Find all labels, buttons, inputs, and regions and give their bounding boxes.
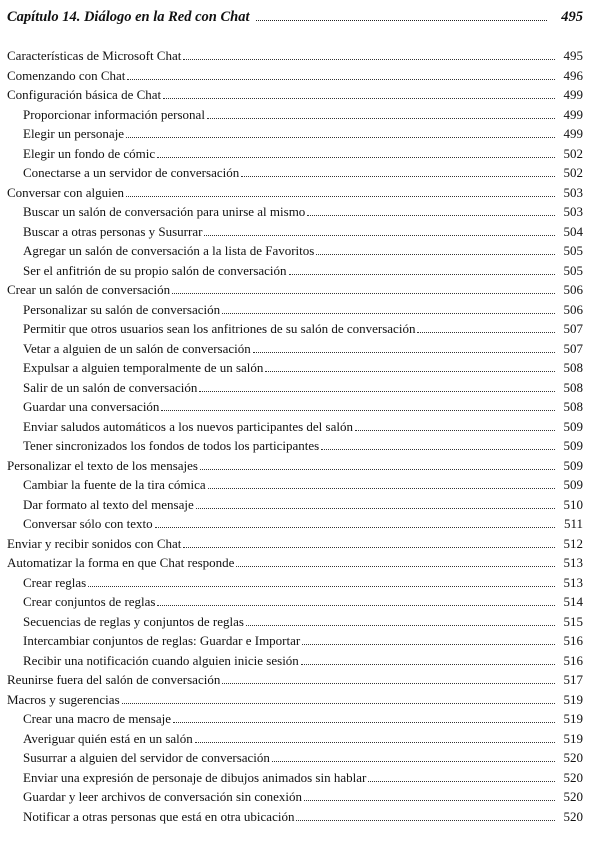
toc-subsection <box>7 107 583 127</box>
toc-entry-title: Enviar y recibir sonidos con Chat <box>7 535 182 551</box>
dot-leader <box>236 566 555 567</box>
toc-page-number: 499 <box>563 126 583 141</box>
dot-leader <box>122 703 555 704</box>
toc-subsection <box>7 594 583 614</box>
dot-leader <box>222 313 555 314</box>
toc-page-number: 503 <box>563 184 583 200</box>
toc-page-number: 506 <box>563 301 583 317</box>
dot-leader <box>157 605 555 606</box>
dot-leader <box>256 20 548 21</box>
toc-subsection <box>7 770 583 790</box>
toc-page-number: 511 <box>563 516 583 531</box>
dot-leader <box>183 59 555 60</box>
toc-page-number: 508 <box>563 399 583 414</box>
toc-entry-title: Averiguar quién está en un salón <box>23 730 193 746</box>
toc-entry-title: Notificar a otras personas que está en otra ubicación <box>23 808 295 824</box>
dot-leader <box>296 820 555 821</box>
toc-page-number: 499 <box>563 106 583 122</box>
toc-entry-title: Vetar a alguien de un salón de conversación <box>23 340 251 356</box>
toc-subsection <box>7 497 583 517</box>
toc-subsection <box>7 438 583 458</box>
dot-leader <box>195 742 555 743</box>
chapter-title: Capítulo 14. Diálogo en la Red con Chat <box>7 9 250 25</box>
toc-subsection <box>7 165 583 185</box>
dot-leader <box>368 781 555 782</box>
dot-leader <box>173 722 555 723</box>
toc-page-number: 512 <box>563 535 583 551</box>
toc-subsection <box>7 399 583 419</box>
toc-section <box>7 68 583 88</box>
toc-page-number: 505 <box>563 262 583 278</box>
toc-section <box>7 536 583 556</box>
toc-entry-title: Conversar sólo con texto <box>23 516 153 531</box>
toc-page-number: 516 <box>563 652 583 668</box>
toc-entry-title: Configuración básica de Chat <box>7 87 162 102</box>
toc-subsection <box>7 419 583 439</box>
dot-leader <box>289 274 555 275</box>
toc-subsection <box>7 341 583 361</box>
toc-section <box>7 282 583 302</box>
toc-entry-title: Crear una macro de mensaje <box>23 711 171 726</box>
toc-subsection <box>7 653 583 673</box>
toc-entry-title: Macros y sugerencias <box>7 691 120 707</box>
toc-subsection <box>7 575 583 595</box>
toc-subsection <box>7 789 583 809</box>
toc-subsection <box>7 711 583 731</box>
toc-section <box>7 458 583 478</box>
dot-leader <box>241 176 555 177</box>
toc-subsection <box>7 243 583 263</box>
toc-page-number: 514 <box>563 594 583 609</box>
dot-leader <box>272 761 555 762</box>
toc-page-number: 519 <box>563 730 583 746</box>
toc-entry-title: Conversar con alguien <box>7 184 124 200</box>
toc-entry-title: Permitir que otros usuarios sean los anfitriones de su salón de conversación <box>23 321 416 336</box>
toc-entry-title: Susurrar a alguien del servidor de conversación <box>23 750 270 765</box>
toc-subsection <box>7 633 583 653</box>
toc-page-number: 503 <box>563 204 583 219</box>
toc-subsection <box>7 516 583 536</box>
dot-leader <box>155 527 555 528</box>
toc-page-number: 509 <box>563 457 583 473</box>
toc-page-number: 507 <box>563 340 583 356</box>
toc-section <box>7 672 583 692</box>
toc-entry-title: Ser el anfitrión de su propio salón de conversación <box>23 262 287 278</box>
toc-entry-title: Cambiar la fuente de la tira cómica <box>23 477 206 492</box>
toc-page-number: 499 <box>563 87 583 102</box>
toc-page-number: 496 <box>563 67 583 83</box>
toc-entry-title: Guardar una conversación <box>23 399 160 414</box>
toc-subsection <box>7 360 583 380</box>
dot-leader <box>302 644 555 645</box>
dot-leader <box>126 196 555 197</box>
toc-entry-title: Crear conjuntos de reglas <box>23 594 156 609</box>
toc-entry-title: Buscar un salón de conversación para unirse al mismo <box>23 204 306 219</box>
dot-leader <box>163 98 555 99</box>
toc-page-number: 504 <box>563 223 583 239</box>
toc-page-number: 519 <box>563 691 583 707</box>
toc-subsection <box>7 146 583 166</box>
toc-page-number: 520 <box>563 769 583 785</box>
toc-page-number: 509 <box>563 438 583 453</box>
chapter-page-number: 495 <box>561 9 583 25</box>
toc-entry-title: Tener sincronizados los fondos de todos los participantes <box>23 438 320 453</box>
toc-entry-title: Intercambiar conjuntos de reglas: Guardar e Importar <box>23 633 301 648</box>
toc-page-number: 520 <box>563 808 583 824</box>
dot-leader <box>301 664 555 665</box>
dot-leader <box>172 293 555 294</box>
toc-section <box>7 48 583 68</box>
toc-entry-title: Crear reglas <box>23 574 87 590</box>
toc-subsection <box>7 321 583 341</box>
dot-leader <box>321 449 555 450</box>
toc-page-number: 510 <box>563 496 583 512</box>
toc-page-number: 505 <box>563 243 583 258</box>
dot-leader <box>200 469 555 470</box>
toc-entry-title: Agregar un salón de conversación a la lista de Favoritos <box>23 243 315 258</box>
toc-entry-title: Enviar una expresión de personaje de dibujos animados sin hablar <box>23 769 367 785</box>
toc-page-number: 508 <box>563 379 583 395</box>
toc-page-number: 520 <box>563 789 583 804</box>
toc-entry-title: Automatizar la forma en que Chat responde <box>7 555 235 570</box>
dot-leader <box>199 391 555 392</box>
toc-page-number: 520 <box>563 750 583 765</box>
toc-entry-title: Reunirse fuera del salón de conversación <box>7 672 221 687</box>
toc-page-number: 508 <box>563 360 583 375</box>
toc-subsection <box>7 750 583 770</box>
toc-entry-title: Guardar y leer archivos de conversación sin conexión <box>23 789 303 804</box>
dot-leader <box>355 430 555 431</box>
toc-section <box>7 555 583 575</box>
toc-subsection <box>7 126 583 146</box>
toc-entry-title: Buscar a otras personas y Susurrar <box>23 223 203 239</box>
toc-section <box>7 87 583 107</box>
dot-leader <box>161 410 555 411</box>
toc-page-number: 515 <box>563 613 583 629</box>
toc-page <box>7 9 583 828</box>
toc-subsection <box>7 614 583 634</box>
toc-page-number: 513 <box>563 574 583 590</box>
toc-page-number: 519 <box>563 711 583 726</box>
toc-page-number: 507 <box>563 321 583 336</box>
toc-subsection <box>7 204 583 224</box>
toc-entry-title: Personalizar el texto de los mensajes <box>7 457 198 473</box>
toc-section <box>7 185 583 205</box>
toc-entry-title: Secuencias de reglas y conjuntos de reglas <box>23 613 244 629</box>
toc-page-number: 517 <box>563 672 583 687</box>
toc-subsection <box>7 380 583 400</box>
dot-leader <box>246 625 555 626</box>
toc-section <box>7 692 583 712</box>
toc-subsection <box>7 809 583 829</box>
toc-entry-title: Proporcionar información personal <box>23 106 205 122</box>
toc-subsection <box>7 477 583 497</box>
toc-entry-title: Salir de un salón de conversación <box>23 379 198 395</box>
toc-entry-title: Enviar saludos automáticos a los nuevos participantes del salón <box>23 418 353 434</box>
toc-page-number: 502 <box>563 165 583 180</box>
toc-subsection <box>7 731 583 751</box>
dot-leader <box>417 332 555 333</box>
toc-page-number: 509 <box>563 418 583 434</box>
toc-entry-title: Conectarse a un servidor de conversación <box>23 165 240 180</box>
dot-leader <box>208 488 555 489</box>
toc-subsection <box>7 302 583 322</box>
dot-leader <box>207 118 555 119</box>
toc-entry-title: Dar formato al texto del mensaje <box>23 496 194 512</box>
toc-subsection <box>7 263 583 283</box>
toc-entry-title: Crear un salón de conversación <box>7 282 171 297</box>
dot-leader <box>307 215 555 216</box>
toc-entry-title: Recibir una notificación cuando alguien inicie sesión <box>23 652 299 668</box>
dot-leader <box>196 508 555 509</box>
dot-leader <box>127 79 555 80</box>
dot-leader <box>88 586 555 587</box>
toc-entry-title: Elegir un fondo de cómic <box>23 145 156 161</box>
dot-leader <box>253 352 555 353</box>
toc-entry-title: Personalizar su salón de conversación <box>23 301 221 317</box>
dot-leader <box>126 137 555 138</box>
dot-leader <box>183 547 555 548</box>
toc-page-number: 506 <box>563 282 583 297</box>
dot-leader <box>204 235 555 236</box>
toc-entry-title: Expulsar a alguien temporalmente de un salón <box>23 360 264 375</box>
toc-subsection <box>7 224 583 244</box>
toc-page-number: 495 <box>563 48 583 63</box>
dot-leader <box>157 157 555 158</box>
toc-page-number: 509 <box>563 477 583 492</box>
dot-leader <box>304 800 555 801</box>
dot-leader <box>222 683 555 684</box>
toc-entry-title: Comenzando con Chat <box>7 67 126 83</box>
toc-list <box>7 48 583 828</box>
toc-page-number: 502 <box>563 145 583 161</box>
toc-entry-title: Características de Microsoft Chat <box>7 48 182 63</box>
dot-leader <box>316 254 555 255</box>
dot-leader <box>265 371 555 372</box>
toc-entry-title: Elegir un personaje <box>23 126 125 141</box>
toc-page-number: 513 <box>563 555 583 570</box>
chapter-heading <box>7 9 583 31</box>
toc-page-number: 516 <box>563 633 583 648</box>
